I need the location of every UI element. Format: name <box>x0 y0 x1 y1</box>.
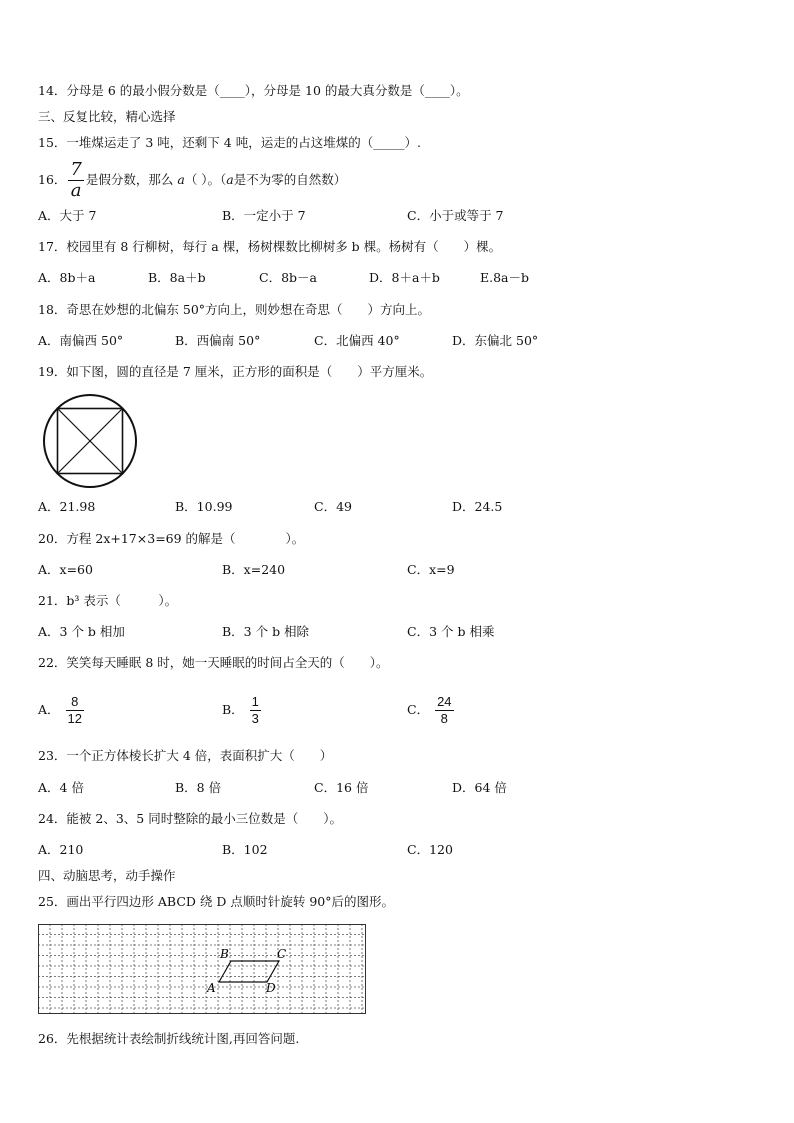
q23-option-d[interactable]: D．64 倍 <box>452 780 507 795</box>
question-20: 20．方程 2x+17×3=69 的解是（ ）。 <box>38 531 305 546</box>
q18-option-a[interactable]: A．南偏西 50° <box>38 333 124 348</box>
question-19: 19．如下图，圆的直径是 7 厘米，正方形的面积是（ ）平方厘米。 <box>38 364 433 379</box>
question-24: 24．能被 2、3、5 同时整除的最小三位数是（ ）。 <box>38 811 342 826</box>
q23-option-b[interactable]: B．8 倍 <box>175 780 222 795</box>
q20-option-c[interactable]: C．x=9 <box>407 562 455 577</box>
q24-option-c[interactable]: C．120 <box>407 842 453 857</box>
q16-var: a <box>177 172 185 187</box>
question-15: 15．一堆煤运走了 3 吨，还剩下 4 吨，运走的占这堆煤的（_____）. <box>38 135 421 150</box>
q19-option-c[interactable]: C．49 <box>314 499 352 514</box>
circle-square-figure <box>40 393 140 489</box>
section-3-heading: 三、反复比较，精心选择 <box>38 109 176 124</box>
question-18: 18．奇思在妙想的北偏东 50°方向上，则妙想在奇思（ ）方向上。 <box>38 302 431 317</box>
q18-option-b[interactable]: B．西偏南 50° <box>175 333 261 348</box>
label-c: C <box>277 947 287 961</box>
q23-option-a[interactable]: A．4 倍 <box>38 780 84 795</box>
q22-c-num: 24 <box>437 694 452 709</box>
q22-option-b[interactable] <box>222 688 263 732</box>
q16-text3: 是不为零的自然数） <box>233 172 347 187</box>
question-17: 17．校园里有 8 行柳树，每行 a 棵，杨树棵数比柳树多 b 棵。杨树有（ ）棵。 <box>38 239 502 254</box>
q21-option-b[interactable]: B．3 个 b 相除 <box>222 624 310 639</box>
q22-c-den: 8 <box>440 711 448 726</box>
question-16 <box>38 160 346 201</box>
q16-number: 16． <box>38 172 67 187</box>
question-23: 23．一个正方体棱长扩大 4 倍，表面积扩大（ ） <box>38 748 333 763</box>
q20-option-a[interactable]: A．x=60 <box>38 562 93 577</box>
q23-option-c[interactable]: C．16 倍 <box>314 780 369 795</box>
q16-var2: a <box>226 172 234 187</box>
dotted-grid-figure <box>38 924 368 1016</box>
q16-frac-den: a <box>70 180 82 201</box>
q24-option-b[interactable]: B．102 <box>222 842 268 857</box>
q16-option-c[interactable]: C．小于或等于 7 <box>407 208 504 223</box>
q17-option-b[interactable]: B．8a＋b <box>148 270 206 285</box>
q22-a-fraction <box>66 694 84 727</box>
q19-option-d[interactable]: D．24.5 <box>452 499 503 514</box>
q16-option-b[interactable]: B．一定小于 7 <box>222 208 306 223</box>
q22-option-c[interactable] <box>407 688 456 732</box>
question-22: 22．笑笑每天睡眠 8 时，她一天睡眠的时间占全天的（ ）。 <box>38 655 389 670</box>
q22-a-label: A． <box>38 702 60 717</box>
label-d: D <box>266 981 276 995</box>
q16-text2: （ ）。（ <box>184 172 227 187</box>
q22-c-fraction <box>435 694 453 727</box>
q22-option-a[interactable] <box>38 688 86 732</box>
q17-option-a[interactable]: A．8b＋a <box>38 270 96 285</box>
q18-option-d[interactable]: D．东偏北 50° <box>452 333 539 348</box>
q16-frac-num: 7 <box>70 159 82 180</box>
q22-c-label: C． <box>407 702 430 717</box>
q22-b-fraction <box>250 694 261 727</box>
q22-a-den: 12 <box>67 711 82 726</box>
label-b: B <box>220 947 229 961</box>
q22-b-den: 3 <box>251 711 259 726</box>
q17-option-d[interactable]: D．8＋a＋b <box>369 270 440 285</box>
section-4-heading: 四、动脑思考，动手操作 <box>38 868 176 883</box>
q22-a-num: 8 <box>66 694 84 711</box>
parallelogram-abcd <box>219 961 279 982</box>
question-21: 21．b³ 表示（ ）。 <box>38 593 178 608</box>
q19-option-b[interactable]: B．10.99 <box>175 499 233 514</box>
q17-option-c[interactable]: C．8b－a <box>259 270 317 285</box>
question-26: 26．先根据统计表绘制折线统计图,再回答问题. <box>38 1031 300 1046</box>
q21-option-a[interactable]: A．3 个 b 相加 <box>38 624 125 639</box>
q20-option-b[interactable]: B．x=240 <box>222 562 286 577</box>
q18-option-c[interactable]: C．北偏西 40° <box>314 333 400 348</box>
q22-b-num: 1 <box>251 694 259 709</box>
q19-option-a[interactable]: A．21.98 <box>38 499 96 514</box>
question-25: 25．画出平行四边形 ABCD 绕 D 点顺时针旋转 90°后的图形。 <box>38 894 394 909</box>
q16-fraction <box>68 160 83 201</box>
q21-option-c[interactable]: C．3 个 b 相乘 <box>407 624 495 639</box>
q24-option-a[interactable]: A．210 <box>38 842 84 857</box>
question-14: 14．分母是 6 的最小假分数是（____），分母是 10 的最大真分数是（____）。 <box>38 83 469 98</box>
q16-option-a[interactable]: A．大于 7 <box>38 208 97 223</box>
label-a: A <box>207 981 216 995</box>
q17-option-e[interactable]: E.8a－b <box>480 270 530 285</box>
q22-b-label: B． <box>222 702 244 717</box>
q16-text1: 是假分数，那么 <box>85 172 174 187</box>
